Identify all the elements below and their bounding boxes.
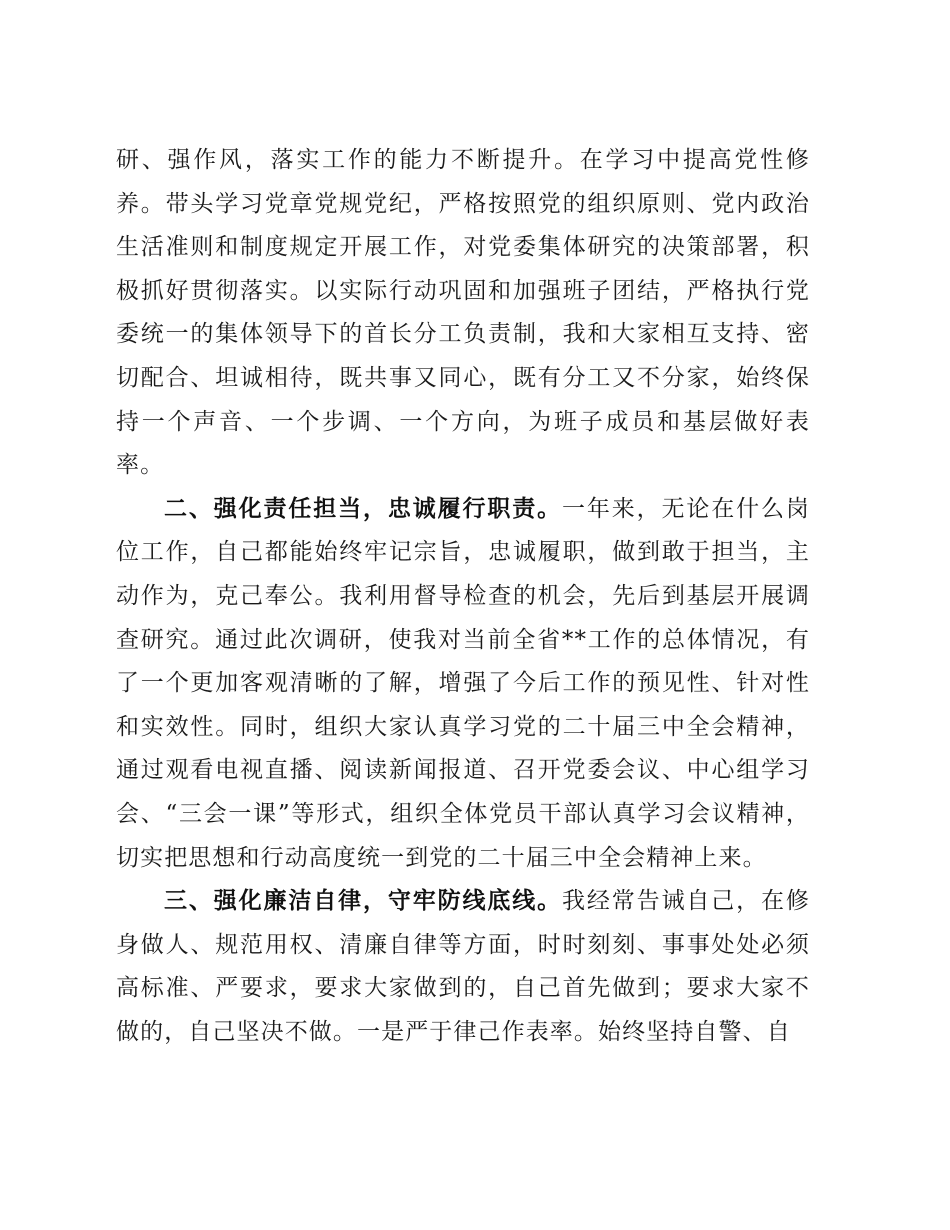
paragraph-1-body: 研、强作风，落实工作的能力不断提升。在学习中提高党性修养。带头学习党章党规党纪，严格按照党的组织原则、党内政治生活准则和制度规定开展工作，对党委集体研究的决策部署，积极抓好贯彻落实。以实际行动巩固和加强班子团结，严格执行党委统一的集体领导下的首长分工负责制，我和大家相互支持、密切配合、坦诚相待，既共事又同心，既有分工又不分家，始终保持一个声音、一个步调、一个方向，为班子成员和基层做好表率。 <box>116 147 810 479</box>
paragraph-2 <box>116 488 810 880</box>
document-body <box>116 139 810 1054</box>
paragraph-3-body: 我经常告诫自己，在修身做人、规范用权、清廉自律等方面，时时刻刻、事事处处必须高标准、严要求，要求大家做到的，自己首先做到；要求大家不做的，自己坚决不做。一是严于律己作表率。始终坚持自警、自 <box>116 888 810 1045</box>
paragraph-3 <box>116 880 810 1054</box>
section-3-heading: 三、强化廉洁自律，守牢防线底线。 <box>164 888 563 915</box>
paragraph-1 <box>116 139 810 488</box>
paragraph-2-body: 一年来，无论在什么岗位工作，自己都能始终牢记宗旨，忠诚履职，做到敢于担当，主动作为，克己奉公。我利用督导检查的机会，先后到基层开展调查研究。通过此次调研，使我对当前全省**工作的总体情况，有了一个更加客观清晰的了解，增强了今后工作的预见性、针对性和实效性。同时，组织大家认真学习党的二十届三中全会精神，通过观看电视直播、阅读新闻报道、召开党委会议、中心组学习会、“三会一课”等形式，组织全体党员干部认真学习会议精神，切实把思想和行动高度统一到党的二十届三中全会精神上来。 <box>116 495 810 871</box>
section-2-heading: 二、强化责任担当，忠诚履行职责。 <box>164 495 563 522</box>
